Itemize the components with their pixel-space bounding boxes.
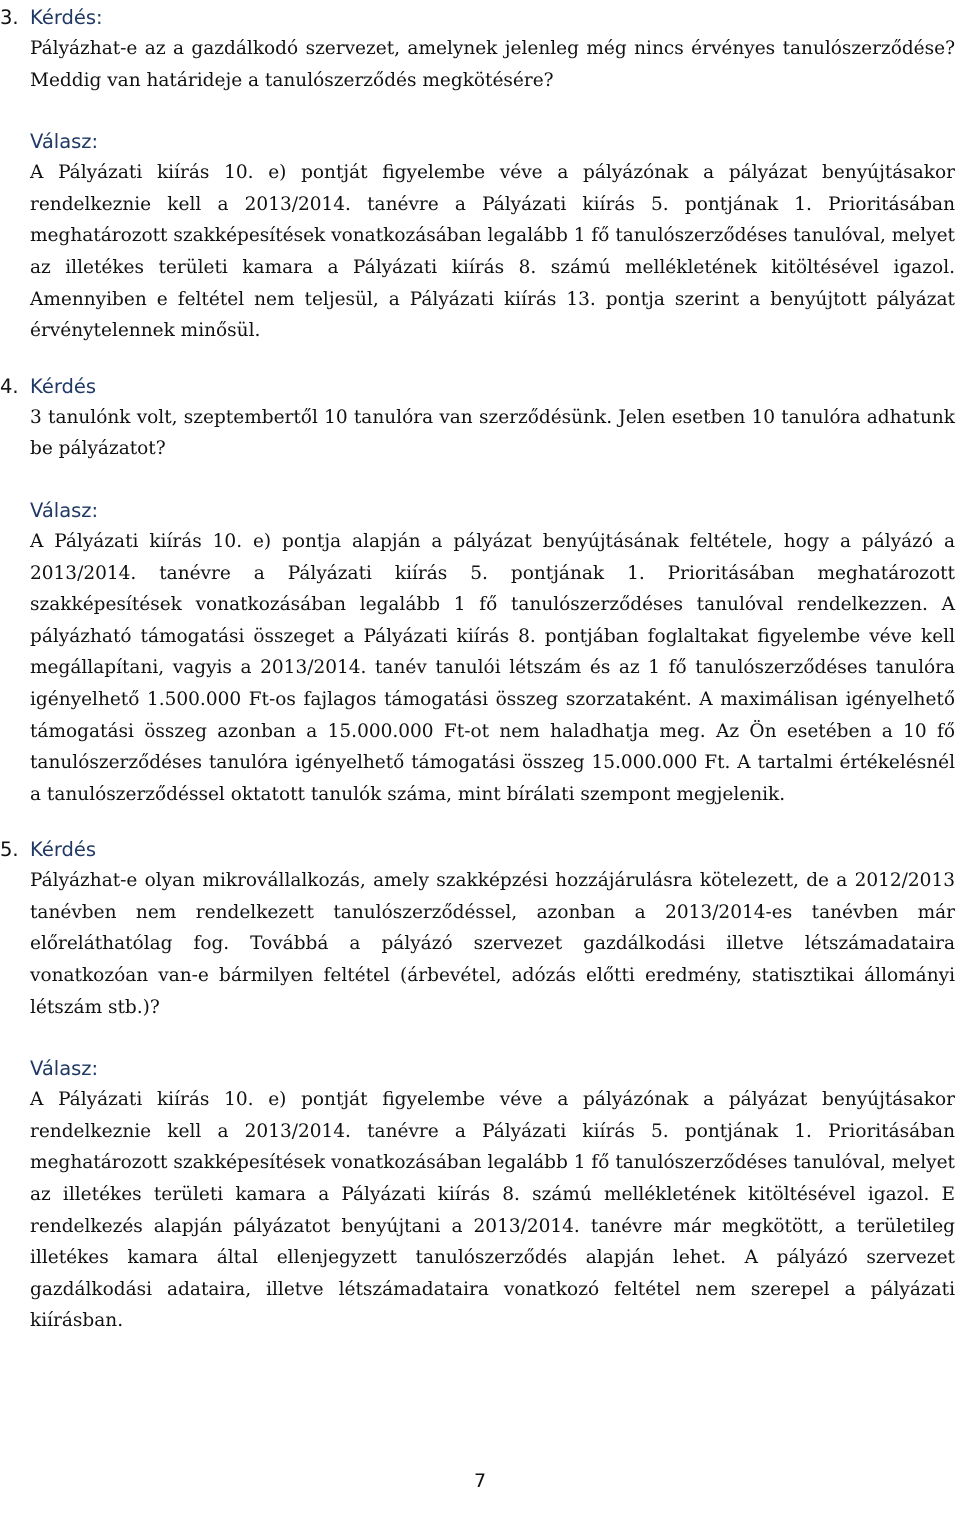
question-heading <box>0 2 955 33</box>
question-number: 5. <box>0 838 19 862</box>
answer-label: Válasz: <box>30 130 99 154</box>
question-number: 4. <box>0 374 19 398</box>
faq-section-5 <box>0 834 955 1337</box>
question-text: Pályázhat-e az a gazdálkodó szervezet, amelynek jelenleg még nincs érvényes tanulószerződése? Meddig van határideje a tanulószerződés megkötésére? <box>30 38 955 91</box>
answer-label: Válasz: <box>30 1057 99 1081</box>
question-text: Pályázhat-e olyan mikrovállalkozás, amely szakképzési hozzájárulásra kötelezett, de a 2012/2013 tanévben nem rendelkezett tanulószerződéssel, azonban a 2013/2014-es tanévben már előreláthatólag fog. Továbbá a pályázó szervezet gazdálkodási illetve létszámadataira vonatkozóan van-e bármilyen feltétel (árbevétel, adózás előtti eredmény, statisztikai állományi létszám stb.)? <box>30 870 955 1018</box>
question-heading <box>0 371 955 402</box>
answer-text: A Pályázati kiírás 10. e) pontja alapján a pályázat benyújtásának feltétele, hogy a pályázó a 2013/2014. tanévre a Pályázati kiírás 5. pontjának 1. Prioritásában meghatározott szakképesítések vonatkozásában legalább 1 fő tanulószerződéses tanulóval rendelkezzen. A pályázható támogatási összeget a Pályázati kiírás 8. pontjában foglaltakat figyelembe véve kell megállapítani, vagyis a 2013/2014. tanév tanulói létszám és az 1 fő tanulószerződéses tanulóra igényelhető 1.500.000 Ft-os fajlagos támogatási összeg szorzataként. A maximálisan igényelhető támogatási összeg azonban a 15.000.000 Ft-ot nem haladhatja meg. Az Ön esetében a 10 fő tanulószerződéses tanulóra igényelhető támogatási összeg 15.000.000 Ft. A tartalmi értékelésnél a tanulószerződéssel oktatott tanulók száma, mint bírálati szempont megjelenik. <box>30 530 955 805</box>
question-number: 3. <box>0 6 19 29</box>
answer-text: A Pályázati kiírás 10. e) pontját figyelembe véve a pályázónak a pályázat benyújtásakor rendelkeznie kell a 2013/2014. tanévre a Pályázati kiírás 5. pontjának 1. Prioritásában meghatározott szakképesítések vonatkozásában legalább 1 fő tanulószerződéses tanulóval, melyet az illetékes területi kamara a Pályázati kiírás 8. számú mellékletének kitöltésével igazol. E rendelkezés alapján pályázatot benyújtani a 2013/2014. tanévre már megkötött, a területileg illetékes kamara által ellenjegyzett tanulószerződés alapján lehet. A pályázó szervezet gazdálkodási adataira, illetve létszámadataira vonatkozó feltétel nem szerepel a pályázati kiírásban. <box>30 1089 955 1332</box>
question-label: Kérdés: <box>30 6 103 29</box>
answer-label: Válasz: <box>30 498 99 522</box>
answer-text: A Pályázati kiírás 10. e) pontját figyelembe véve a pályázónak a pályázat benyújtásakor rendelkeznie kell a 2013/2014. tanévre a Pályázati kiírás 5. pontjának 1. Prioritásában meghatározott szakképesítések vonatkozásában legalább 1 fő tanulószerződéses tanulóval, melyet az illetékes területi kamara a Pályázati kiírás 8. számú mellékletének kitöltésével igazol. Amennyiben e feltétel nem teljesül, a Pályázati kiírás 13. pontja szerint a benyújtott pályázat érvénytelennek minősül. <box>30 162 955 342</box>
faq-section-4 <box>0 371 955 811</box>
document-content <box>0 2 955 1337</box>
question-label: Kérdés <box>30 838 97 862</box>
page-number: 7 <box>473 1470 487 1492</box>
question-label: Kérdés <box>30 374 97 398</box>
question-text: 3 tanulónk volt, szeptembertől 10 tanulóra van szerződésünk. Jelen esetben 10 tanulóra adhatunk be pályázatot? <box>30 406 955 460</box>
faq-section-3 <box>0 2 955 347</box>
question-heading <box>0 834 955 865</box>
